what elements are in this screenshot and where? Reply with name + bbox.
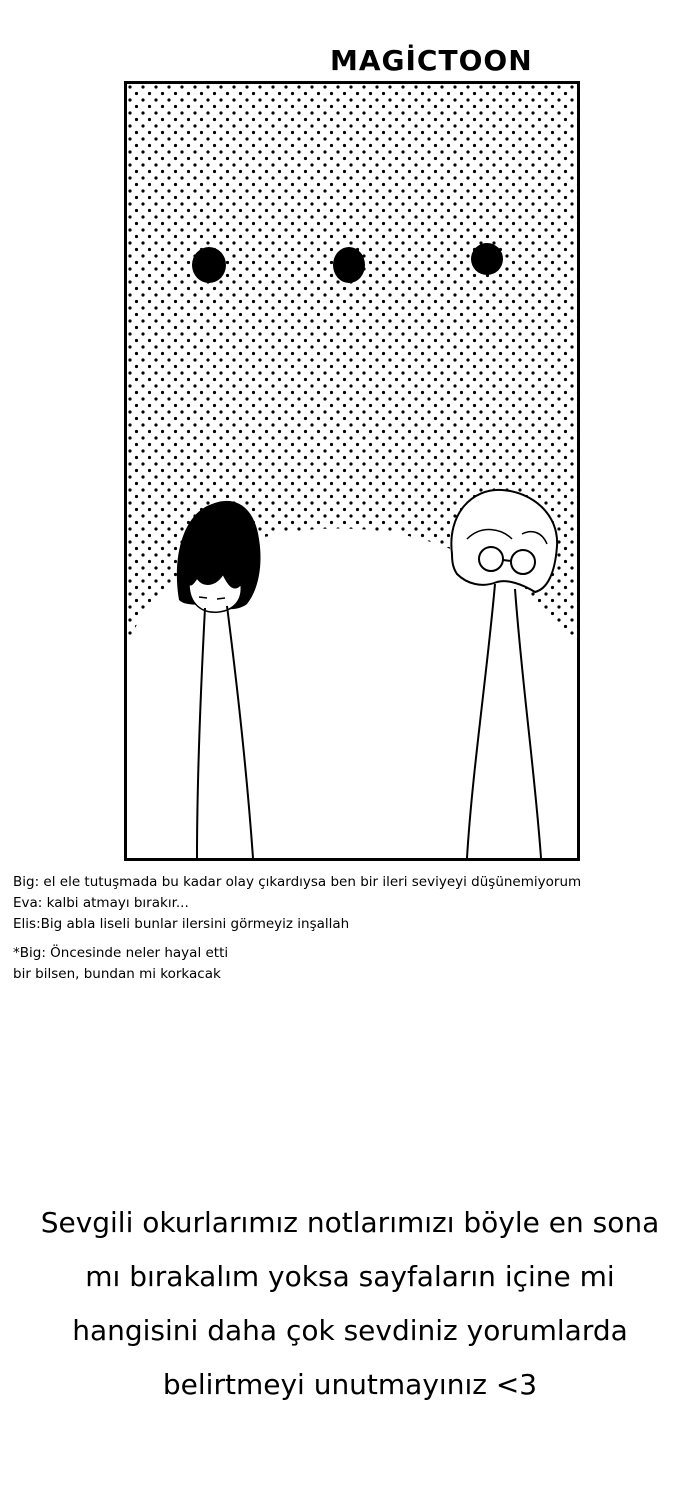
ellipsis-dot-1 [192,247,226,283]
message-line: mı bırakalım yoksa sayfaların içine mi [85,1260,615,1293]
message-line: hangisini daha çok sevdiniz yorumlarda [72,1314,628,1347]
reader-message [0,1196,700,1412]
comic-panel [124,81,580,861]
translator-notes [13,872,693,985]
ellipsis-dot-3 [471,243,503,275]
watermark-logo: MAGİCTOON [330,44,533,77]
ellipsis-dot-2 [333,247,365,283]
note-line: *Big: Öncesinde neler hayal etti [13,945,229,961]
message-line: belirtmeyi unutmayınız <3 [162,1368,538,1401]
note-line: Elis:Big abla liseli bunlar ilersini görmeyiz inşallah [13,916,350,932]
note-line: Big: el ele tutuşmada bu kadar olay çıkardıysa ben bir ileri seviyeyi düşünemiyorum [13,874,582,890]
note-line: bir bilsen, bundan mi korkacak [13,966,221,982]
note-line: Eva: kalbi atmayı bırakır... [13,895,189,911]
message-line: Sevgili okurlarımız notlarımızı böyle en sona [40,1206,660,1239]
comic-panel-artwork [127,84,577,858]
